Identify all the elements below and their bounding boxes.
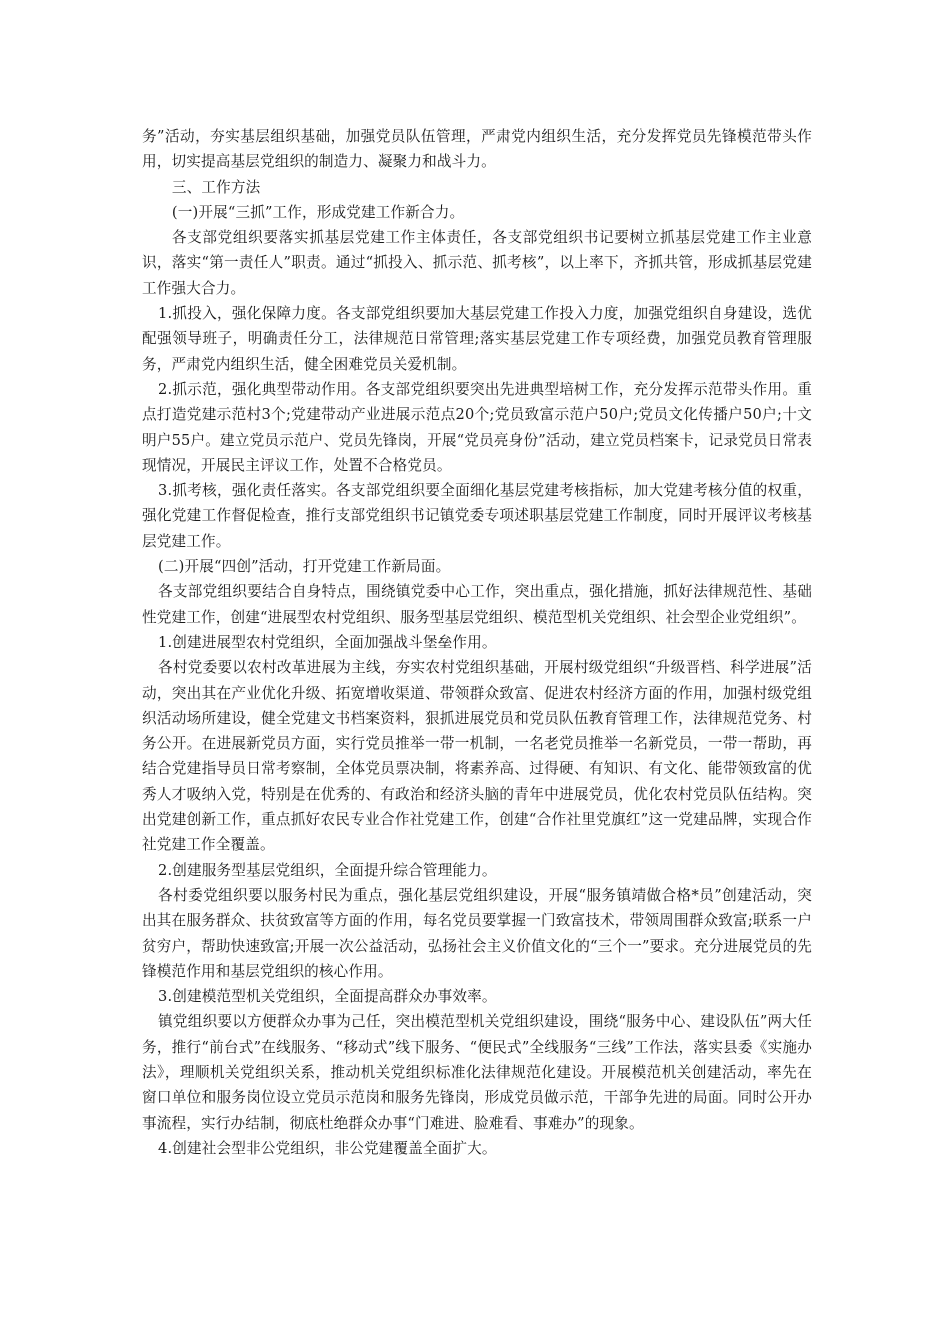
list-item-grasp-demonstration: 2.抓示范，强化典型带动作用。各支部党组织要突出先进典型培树工作，充分发挥示范带头作用。重点打造党建示范村3个;党建带动产业进展示范点20个;党员致富示范户50户;党员文化传播户50户;十文明户55户。建立党员示范户、党员先锋岗，开展“党员亮身份”活动，建立党员档案卡，记录党员日常表现情况，开展民主评议工作，处置不合格党员。 (142, 380, 812, 474)
paragraph-four-creations-intro: 各支部党组织要结合自身特点，围绕镇党委中心工作，突出重点，强化措施，抓好法律规范性、基础性党建工作，创建“进展型农村党组织、服务型基层党组织、模范型机关党组织、社会型企业党组织”。 (142, 583, 812, 626)
list-item-model-agency-org: 3.创建模范型机关党组织，全面提高群众办事效率。 (158, 988, 497, 1006)
paragraph-rural-party-org: 各村党委要以农村改革进展为主线，夯实农村党组织基础，开展村级党组织“升级晋档、科学进展”活动，突出其在产业优化升级、拓宽增收渠道、带领群众致富、促进农村经济方面的作用，加强村级党组织活动场所建设，健全党建文书档案资料，狠抓进展党员和党员队伍教育管理工作，法律规范党务、村务公开。在进展新党员方面，实行党员推举一带一机制，一名老党员推举一名新党员，一带一帮助，再结合党建指导员日常考察制，全体党员票决制，将素养高、过得硬、有知识、有文化、能带领致富的优秀人才吸纳入党，特别是在优秀的、有政治和经济头脑的青年中进展党员，优化农村党员队伍结构。突出党建创新工作，重点抓好农民专业合作社党建工作，创建“合作社里党旗红”这一党建品牌，实现合作社党建工作全覆盖。 (142, 659, 812, 854)
section-heading-work-methods: 三、工作方法 (171, 178, 261, 196)
paragraph-model-agency-org: 镇党组织要以方便群众办事为己任，突出模范型机关党组织建设，围绕“服务中心、建设队伍”两大任务，推行“前台式”在线服务、“移动式”线下服务、“便民式”全线服务“三线”工作法，落实县委《实施办法》，理顺机关党组织关系，推动机关党组织标准化法律规范化建设。开展模范机关创建活动，率先在窗口单位和服务岗位设立党员示范岗和服务先锋岗，形成党员做示范，干部争先进的局面。同时公开办事流程，实行办结制，彻底杜绝群众办事“门难进、脸难看、事难办”的现象。 (142, 1013, 812, 1132)
paragraph-three-grasps-intro: 各支部党组织要落实抓基层党建工作主体责任，各支部党组织书记要树立抓基层党建工作主业意识，落实“第一责任人”职责。通过“抓投入、抓示范、抓考核”，以上率下，齐抓共管，形成抓基层党建工作强大合力。 (142, 229, 812, 297)
document-body (142, 124, 812, 1161)
list-item-grasp-assessment: 3.抓考核，强化责任落实。各支部党组织要全面细化基层党建考核指标，加大党建考核分值的权重，强化党建工作督促检查，推行支部党组织书记镇党委专项述职基层党建工作制度，同时开展评议考核基层党建工作。 (142, 482, 812, 550)
paragraph-service-party-org: 各村委党组织要以服务村民为重点，强化基层党组织建设，开展“服务镇靖做合格*员”创建活动，突出其在服务群众、扶贫致富等方面的作用，每名党员要掌握一门致富技术，带领周围群众致富;联系一户贫穷户，帮助快速致富;开展一次公益活动，弘扬社会主义价值文化的“三个一”要求。充分进展党员的先锋模范作用和基层党组织的核心作用。 (142, 886, 812, 980)
subheading-four-creations: (二)开展“四创”活动，打开党建工作新局面。 (158, 558, 451, 576)
paragraph-1: 务”活动，夯实基层组织基础，加强党员队伍管理，严肃党内组织生活，充分发挥党员先锋模范带头作用，切实提高基层党组织的制造力、凝聚力和战斗力。 (142, 128, 812, 171)
list-item-grasp-input: 1.抓投入，强化保障力度。各支部党组织要加大基层党建工作投入力度，加强党组织自身建设，选优配强领导班子，明确责任分工，法律规范日常管理;落实基层党建工作专项经费，加强党员教育管理服务，严肃党内组织生活，健全困难党员关爱机制。 (142, 305, 812, 373)
list-item-rural-party-org: 1.创建进展型农村党组织，全面加强战斗堡垒作用。 (158, 633, 497, 651)
subheading-three-grasps: (一)开展“三抓”工作，形成党建工作新合力。 (171, 203, 465, 221)
list-item-service-party-org: 2.创建服务型基层党组织，全面提升综合管理能力。 (158, 861, 497, 879)
list-item-non-public-org: 4.创建社会型非公党组织，非公党建覆盖全面扩大。 (158, 1139, 497, 1157)
